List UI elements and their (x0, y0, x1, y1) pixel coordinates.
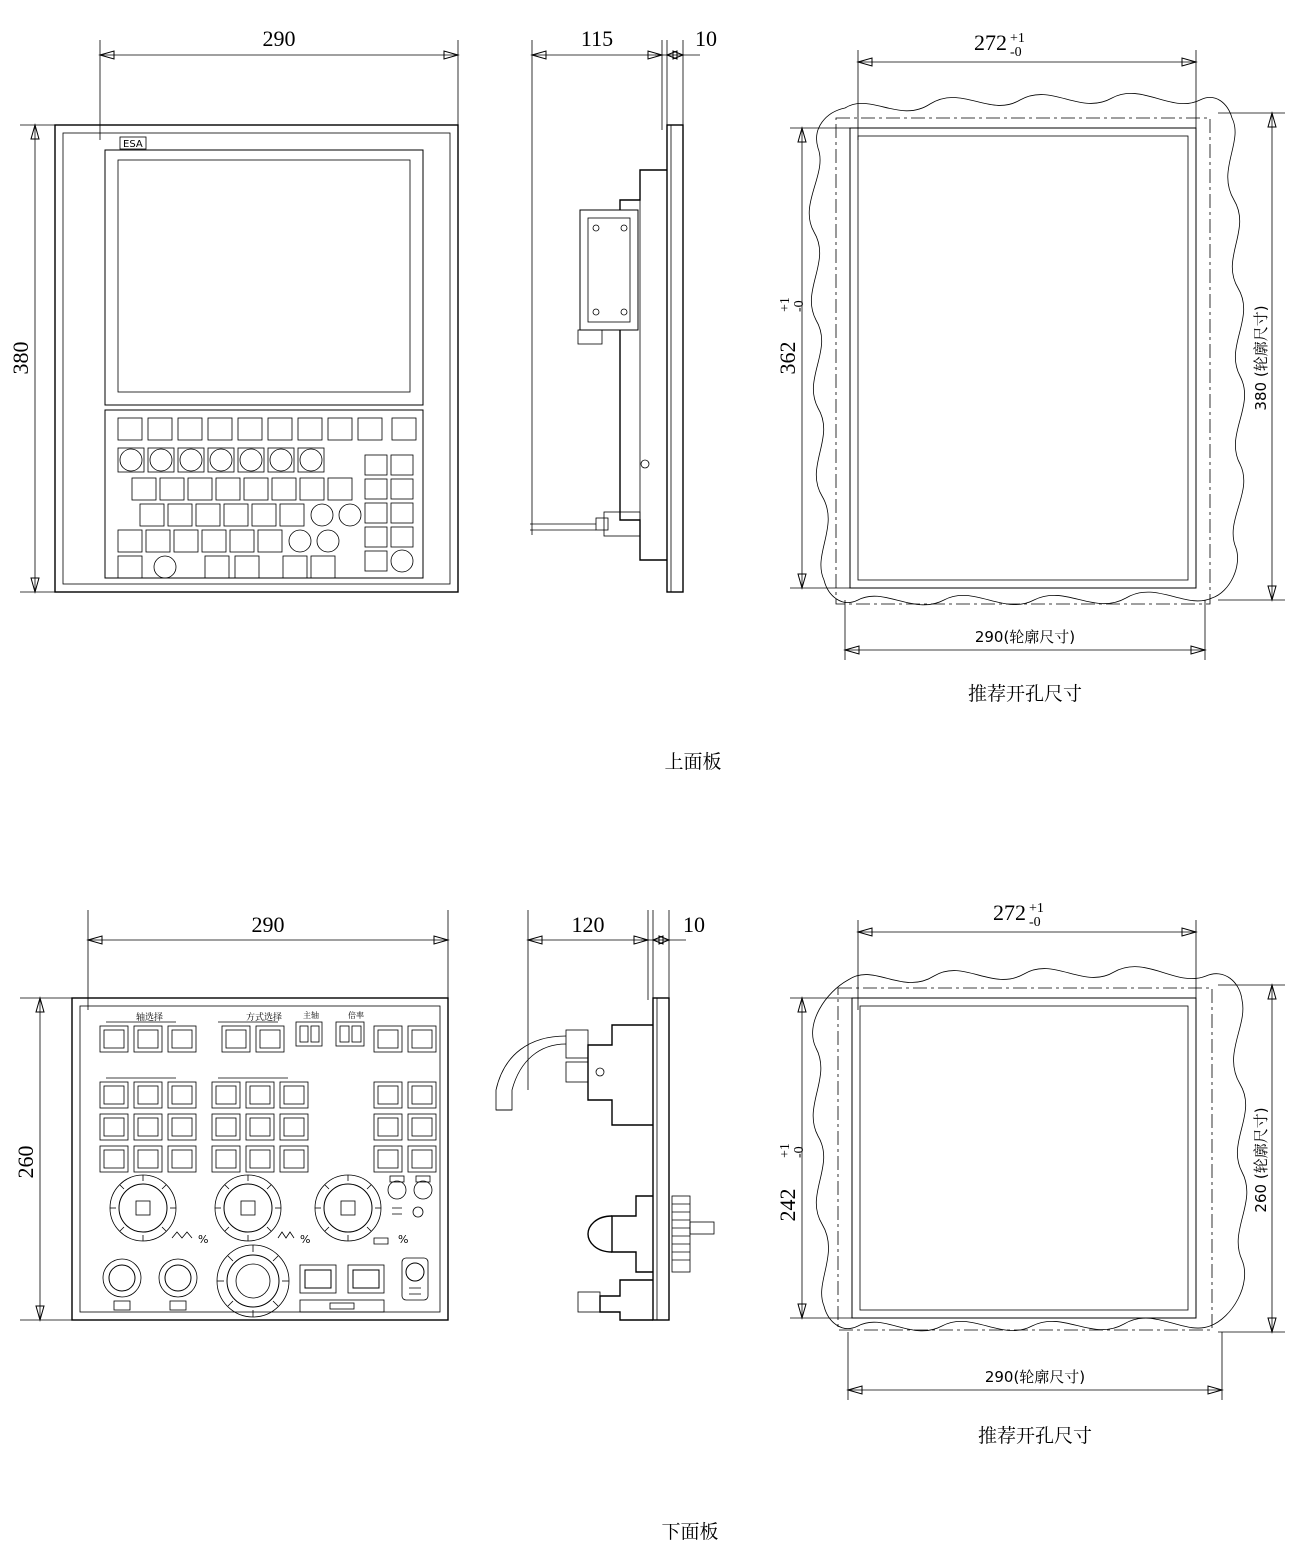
spindle-override-knob (215, 1175, 310, 1246)
lower-outline-width-dimension (848, 1332, 1222, 1400)
alphanumeric-keys (118, 478, 361, 578)
svg-text:方式选择: 方式选择 (246, 1013, 283, 1023)
lower-front-view (13, 910, 448, 1320)
feed-override-knob (110, 1175, 208, 1246)
rotary-knob-group (110, 1175, 432, 1246)
lower-cutout-width-tol-upper: +1 (1029, 901, 1044, 916)
upper-front-width-label: 290 (262, 26, 296, 51)
keyboard-area (105, 410, 423, 578)
lower-outline-height-dimension (1218, 985, 1285, 1332)
panel-logo (120, 137, 146, 150)
upper-panel-caption: 上面板 (664, 751, 722, 773)
upper-front-height-dimension (8, 125, 110, 592)
lower-front-width-label: 290 (251, 912, 285, 937)
upper-outline-width-dimension (845, 600, 1205, 660)
upper-front-height-label: 380 (8, 341, 33, 375)
upper-outline-height-dimension (1218, 113, 1285, 600)
svg-text:%: % (198, 1233, 209, 1246)
upper-cutout-height-dimension (775, 128, 860, 588)
emergency-stop (402, 1258, 428, 1300)
upper-cutout-caption: 推荐开孔尺寸 (967, 683, 1083, 705)
lower-button-matrix-left (100, 1078, 196, 1172)
lower-front-height-dimension (13, 998, 96, 1320)
handwheel (217, 1245, 289, 1317)
lower-front-height-label: 260 (13, 1145, 38, 1179)
lower-cutout-view (775, 900, 1285, 1447)
upper-cutout-height-label: 362 (775, 341, 800, 375)
lower-cutout-height-label: 242 (775, 1188, 800, 1222)
round-key-row (118, 448, 324, 472)
softkey-row (118, 418, 416, 440)
upper-cutout-width-label: 272 (974, 30, 1007, 55)
upper-cutout-width-dimension (858, 30, 1196, 140)
upper-side-flange-label: 10 (695, 26, 717, 51)
lower-cutout-width-dimension (858, 900, 1196, 1010)
upper-cutout-view (775, 30, 1285, 705)
upper-cutout-height-tol-upper: +1 (778, 297, 793, 312)
svg-text:%: % (300, 1233, 311, 1246)
lower-button-group-mid (218, 1011, 284, 1052)
lower-button-matrix-middle (212, 1078, 308, 1172)
numeric-keypad (365, 455, 413, 572)
lower-outline-width-label: 290(轮廓尺寸) (984, 1368, 1086, 1386)
lower-indicator-group (296, 1010, 364, 1046)
lower-side-depth-label: 120 (571, 912, 605, 937)
lower-cutout-width-tol-lower: -0 (1029, 915, 1041, 930)
upper-cutout-width-tol-lower: -0 (1010, 45, 1022, 60)
svg-text:%: % (398, 1233, 409, 1246)
lower-side-flange-dimension (641, 910, 705, 998)
lower-cutout-width-label: 272 (993, 900, 1026, 925)
lower-cutout-height-tol-upper: +1 (778, 1143, 793, 1158)
upper-cutout-width-tol-upper: +1 (1010, 31, 1025, 46)
lower-button-matrix-right (374, 1082, 436, 1172)
upper-outline-height-label: 380 (轮廓尺寸) (1252, 305, 1270, 411)
lower-cutout-caption: 推荐开孔尺寸 (977, 1425, 1093, 1447)
upper-front-width-dimension (100, 26, 458, 140)
lower-button-group-left (100, 1011, 196, 1052)
svg-text:倍率: 倍率 (348, 1011, 364, 1020)
lower-cutout-height-dimension (775, 998, 860, 1318)
upper-side-view (530, 26, 717, 592)
lower-bottom-controls (103, 1245, 428, 1317)
rapid-override-knob (315, 1175, 408, 1246)
upper-side-depth-label: 115 (580, 26, 614, 51)
svg-text:主轴: 主轴 (303, 1011, 319, 1020)
lower-side-view (496, 910, 714, 1320)
lower-front-width-dimension (88, 910, 448, 1010)
lower-panel-caption: 下面板 (661, 1521, 719, 1543)
upper-front-view (8, 26, 458, 592)
lower-side-flange-label: 10 (683, 912, 705, 937)
lower-button-group-right-top (374, 1026, 436, 1052)
lower-cutout-height-tol-lower: -0 (792, 1146, 807, 1158)
display-screen (105, 150, 423, 405)
upper-side-flange-dimension (655, 26, 717, 125)
svg-text:ESA: ESA (123, 139, 143, 150)
upper-cutout-height-tol-lower: -0 (792, 300, 807, 312)
svg-text:轴选择: 轴选择 (136, 1013, 164, 1023)
lower-outline-height-label: 260 (轮廓尺寸) (1252, 1107, 1270, 1213)
upper-outline-width-label: 290(轮廓尺寸) (974, 628, 1076, 646)
